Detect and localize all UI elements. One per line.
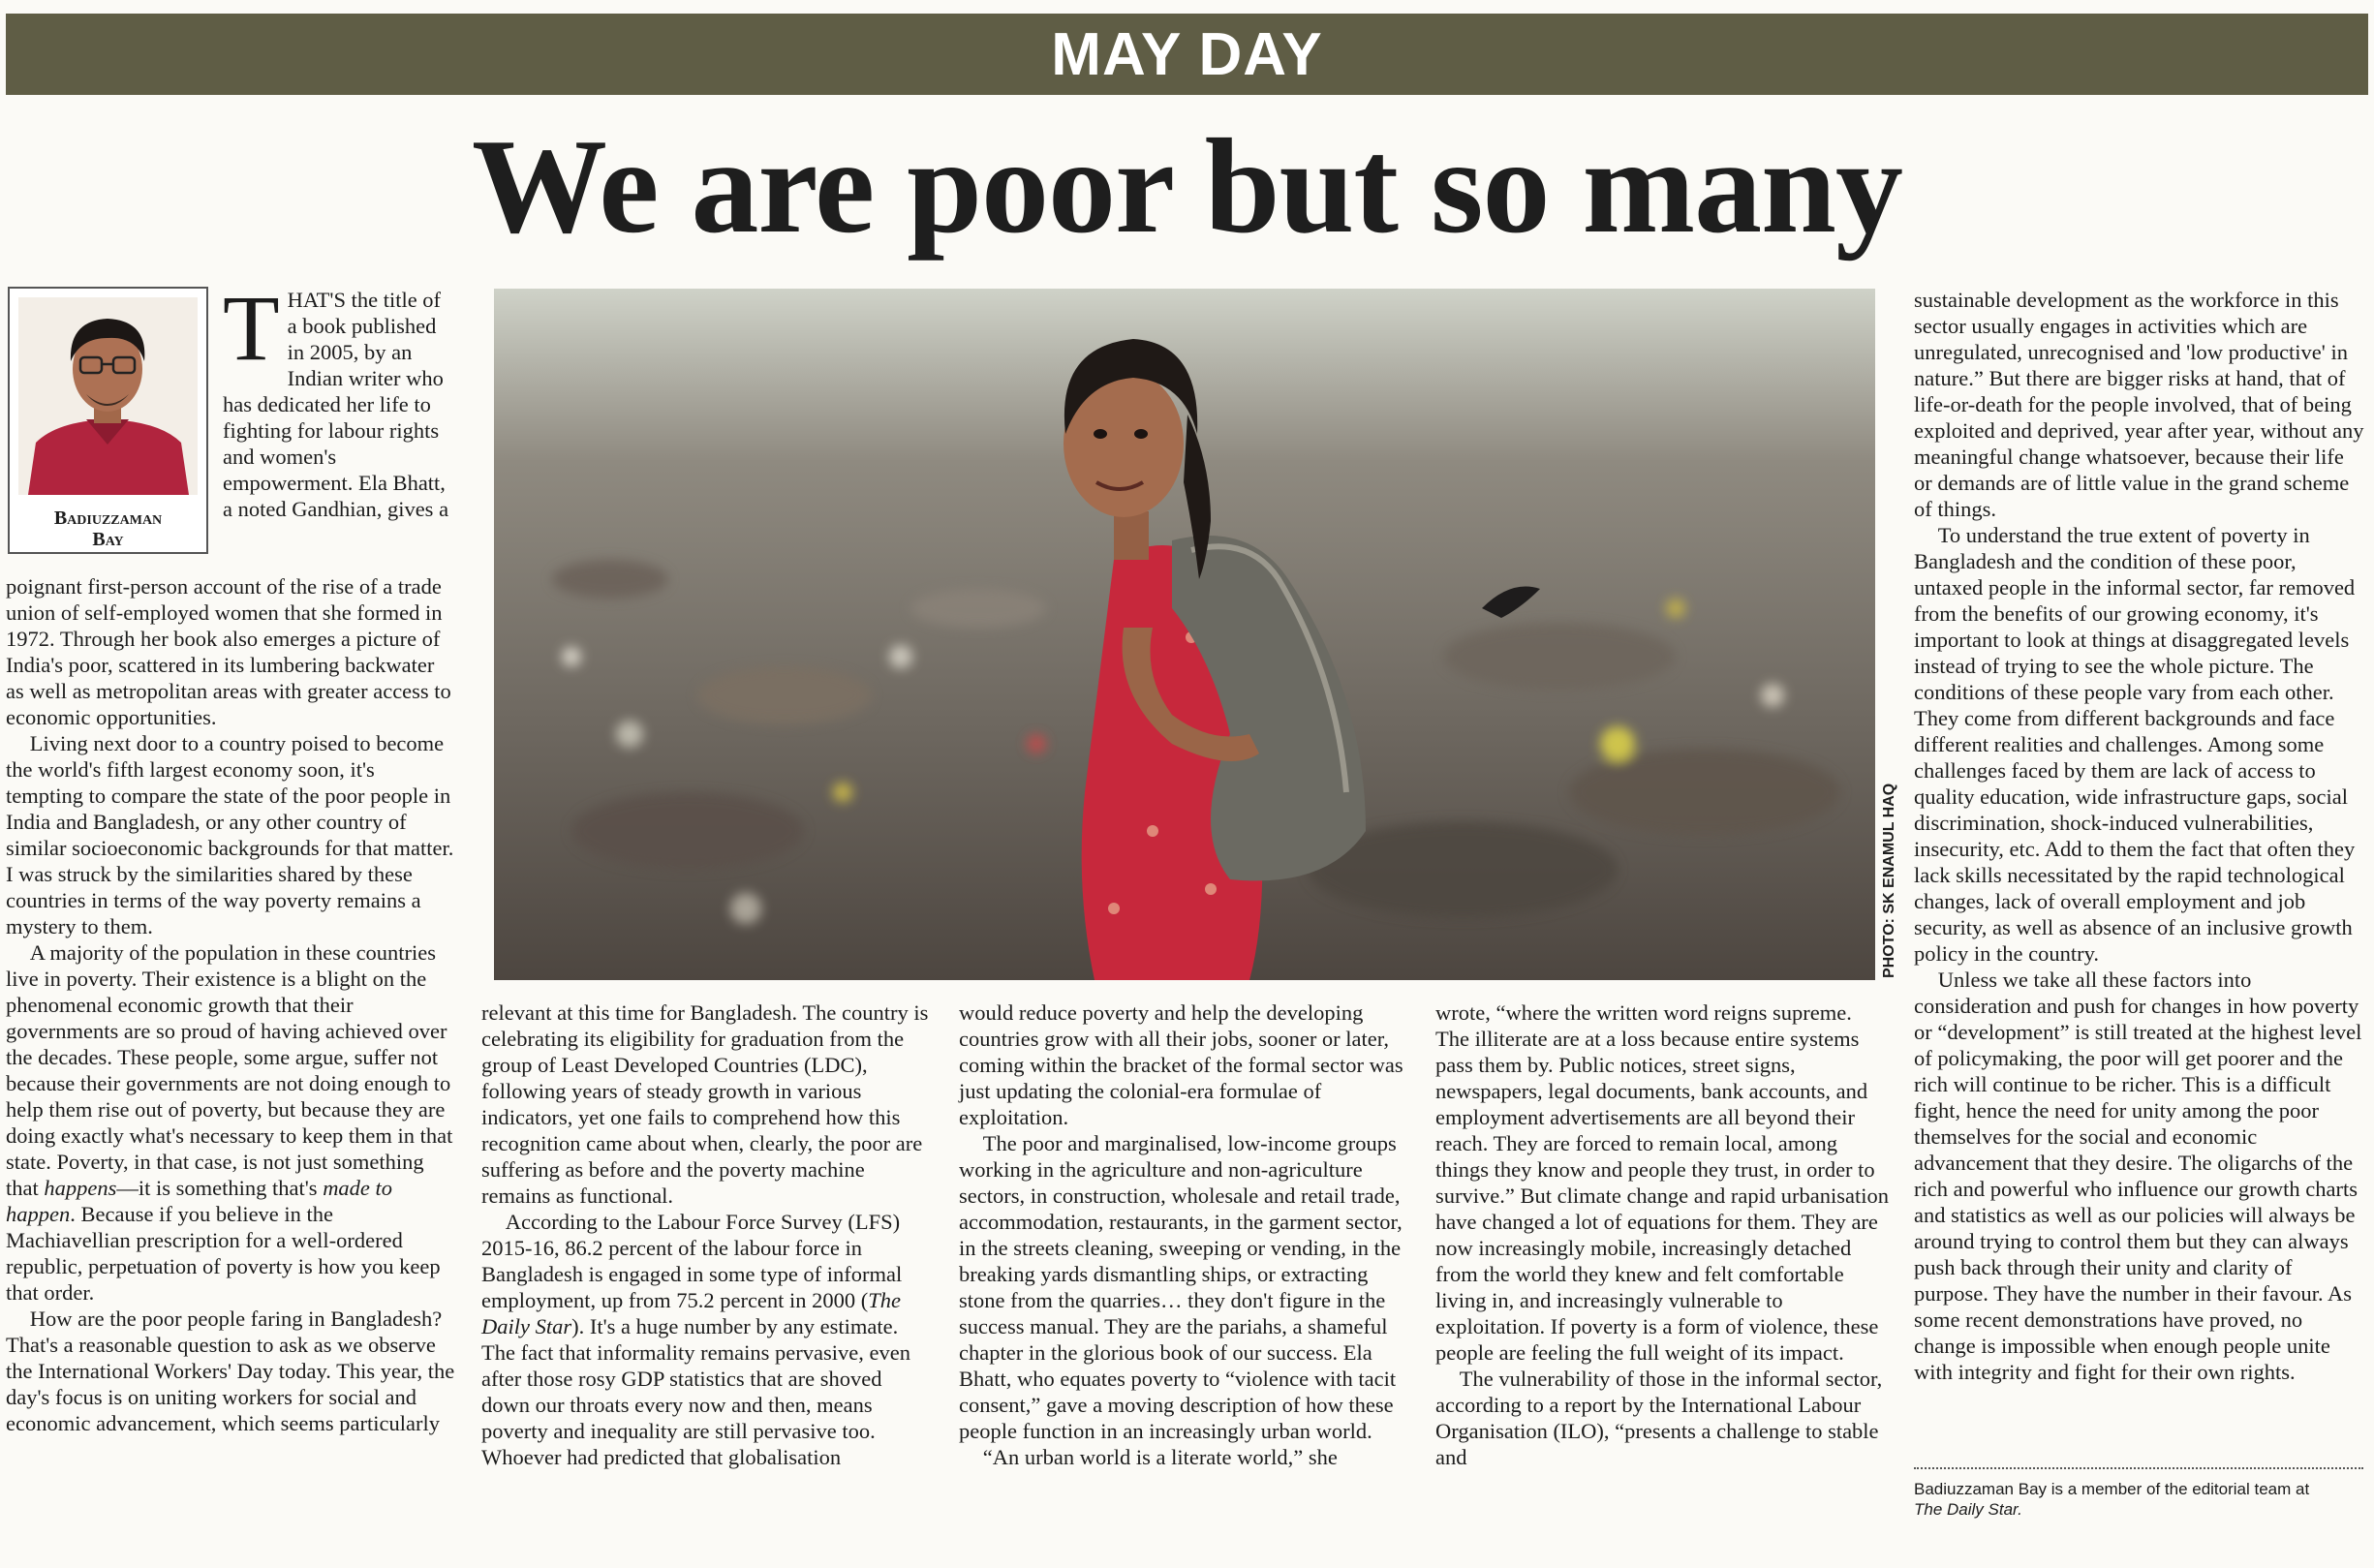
- paragraph: Living next door to a country poised to become the world's fifth largest economy soon, it's tempting to compare the state of the poor people in India and Bangladesh, or any other country of similar socioeconomic backgrounds for that matter. I was struck by the similarities shared by these countries in terms of the way poverty remains a mystery to them.: [6, 731, 454, 938]
- paragraph: poignant first-person account of the rise of a trade union of self-employed women that she formed in 1972. Through her book also emerges a picture of India's poor, scattered in its lumbering backwater as well as metropolitan areas with greater access to economic opportunities.: [6, 574, 451, 729]
- paragraph: sustainable development as the workforce in this sector usually engages in activities which are unregulated, unrecognised and 'low productive' in nature.” But there are bigger risks at hand, that of life-or-death for the people involved, that of being exploited and deprived, year after year, without any meaningful change whatsoever, because their life or demands are of little value in the grand scheme of things.: [1914, 288, 2364, 521]
- section-label: MAY DAY: [1051, 20, 1323, 88]
- paragraph: How are the poor people faring in Bangladesh? That's a reasonable question to ask as we observe the International Workers' Day today. This year, the day's focus is on uniting workers for social and economic advancement, which seems particularly: [6, 1307, 455, 1435]
- author-photo: [18, 297, 198, 495]
- lead-paragraph-top: THAT'S the title of a book published in 2005, by an Indian writer who has dedicated her life to fighting for labour rights and women's empowerment. Ela Bhatt, a noted Gandhian, gives a: [223, 276, 449, 521]
- article-column-1: [6, 573, 456, 1436]
- paragraph: A majority of the population in these countries live in poverty. Their existence is a blight on the phenomenal economic growth that their governments are so proud of having achieved over the decades. These people, some argue, suffer not because their governments are not doing enough to help them rise out of poverty, but because they are doing exactly what's necessary to keep them in that state. Poverty, in that case, is not just something that happens—it is something that's made to happen. Because if you believe in the Machiavellian prescription for a well-ordered republic, perpetuation of poverty is how you keep that order.: [6, 940, 453, 1305]
- article-column-5: [1914, 287, 2365, 1385]
- author-box: [8, 287, 208, 554]
- article-column-2: [481, 999, 935, 1470]
- paragraph: Unless we take all these factors into consideration and push for changes in how poverty or “development” is still treated at the highest level of policymaking, the poor will get poorer and the rich will continue to be richer. This is a difficult fight, hence the need for unity among the poor themselves for the social and economic advancement that they desire. The oligarchs of the rich and powerful who influence our growth charts and statistics as well as our policies will always be around trying to control them but they can always push back through their unity and clarity of purpose. They have the number in their favour. As some recent demonstrations have proved, no change is impossible when enough people unite with integrity and fight for their own rights.: [1914, 968, 2362, 1384]
- lead-photo: [494, 289, 1875, 980]
- author-note: Badiuzzaman Bay is a member of the editorial team at The Daily Star.: [1914, 1480, 2310, 1519]
- paragraph: The vulnerability of those in the informal sector, according to a report by the International Labour Organisation (ILO), “presents a challenge to stable and: [1435, 1367, 1883, 1469]
- divider: [1914, 1467, 2363, 1469]
- author-name: Badiuzzaman Bay: [53, 507, 163, 550]
- article-column-3: [959, 999, 1406, 1470]
- photo-credit: PHOTO: SK ENAMUL HAQ: [1881, 783, 1897, 978]
- paragraph: According to the Labour Force Survey (LFS) 2015-16, 86.2 percent of the labour force in Bangladesh is engaged in some type of informal employment, up from 75.2 percent in 2000 (The Daily Star). It's a huge number by any estimate. The fact that informality remains pervasive, even after those rosy GDP statistics that are shoved down our throats every now and then, means poverty and inequality are still pervasive too. Whoever had predicted that globalisation: [481, 1210, 910, 1469]
- paragraph: would reduce poverty and help the developing countries grow with all their jobs, sooner or later, coming within the bracket of the formal sector was just updating the colonial-era formulae of exploitation.: [959, 1000, 1403, 1129]
- paragraph: wrote, “where the written word reigns supreme. The illiterate are at a loss because entire systems pass them by. Public notices, street signs, newspapers, legal documents, bank accounts, and employment advertisements are all beyond their reach. They are forced to remain local, among things they know and people they trust, in order to survive.” But climate change and rapid urbanisation have changed a lot of equations for them. They are now increasingly mobile, increasingly detached from the world they knew and felt comfortable living in, and increasingly vulnerable to exploitation. If poverty is a form of violence, these people are feeling the full weight of its impact.: [1435, 1000, 1889, 1365]
- headline: We are poor but so many: [472, 111, 1902, 261]
- paragraph: relevant at this time for Bangladesh. The country is celebrating its eligibility for graduation from the group of Least Developed Countries (LDC), following years of steady growth in various indicators, yet one fails to comprehend how this recognition came about when, clearly, the poor are suffering as before and the poverty machine remains as functional.: [481, 1000, 929, 1208]
- paragraph: The poor and marginalised, low-income groups working in the agriculture and non-agriculture sectors, in construction, wholesale and retail trade, accommodation, restaurants, in the garment sector, in the streets cleaning, sweeping or vending, in the breaking yards dismantling ships, or extracting stone from the quarries… they don't figure in the success manual. They are the pariahs, a shameful chapter in the glorious book of our success. Ela Bhatt, who equates poverty to “violence with tacit consent,” gave a moving description of how these people function in an increasingly urban world.: [959, 1131, 1403, 1443]
- section-banner: [6, 14, 2368, 95]
- article-column-4: [1435, 999, 1891, 1470]
- drop-cap: T: [223, 276, 280, 380]
- paragraph: “An urban world is a literate world,” she: [982, 1445, 1338, 1469]
- paragraph: To understand the true extent of poverty in Bangladesh and the condition of these poor, untaxed people in the informal sector, far removed from the benefits of our growing economy, it's important to look at things at disaggregated levels instead of trying to see the whole picture. The conditions of these people vary from each other. They come from different backgrounds and face different realities and challenges. Among some challenges faced by them are lack of access to quality education, wide infrastructure gaps, social discrimination, shock-induced vulnerabilities, insecurity, etc. Add to them the fact that often they lack skills necessitated by the rapid technological changes, lack of overall employment and job security, as well as absence of an inclusive growth policy in the country.: [1914, 523, 2356, 966]
